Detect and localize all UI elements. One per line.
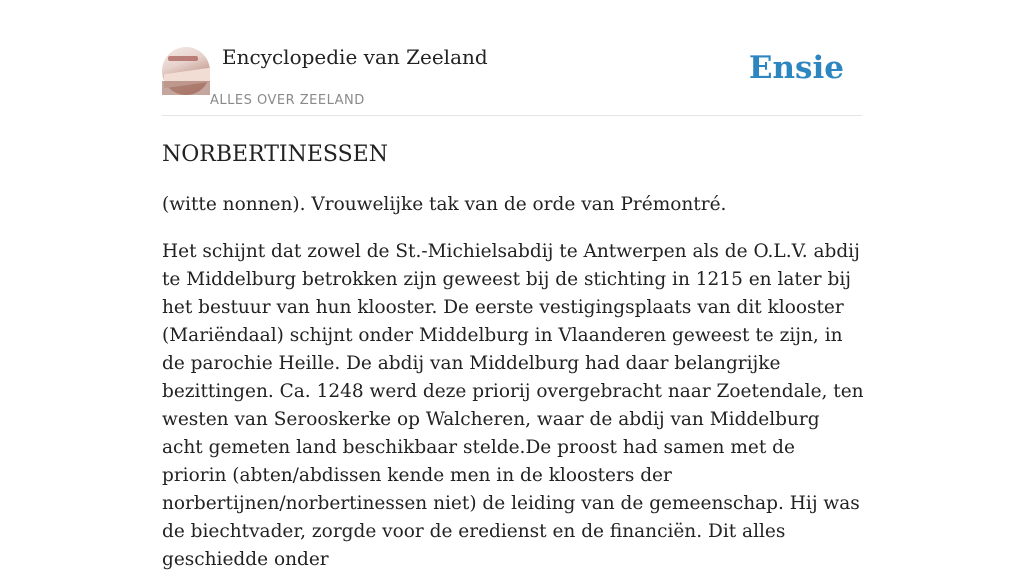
article-title: NORBERTINESSEN (162, 142, 388, 167)
site-header (162, 45, 862, 116)
avatar-book-top (168, 56, 198, 61)
avatar-book-shadow (162, 81, 210, 95)
site-tagline: ALLES OVER ZEELAND (210, 93, 365, 108)
site-title[interactable]: Encyclopedie van Zeeland (222, 45, 488, 69)
site-avatar[interactable] (162, 47, 210, 95)
article (162, 140, 864, 574)
article-body: Het schijnt dat zowel de St.-Michielsabdij te Antwerpen als de O.L.V. abdij te Middelburg betrokken zijn geweest bij de stichting in 1215 en later bij het bestuur van hun klooster. De eerste vestigingsplaats van dit klooster (Mariëndaal) schijnt onder Middelburg in Vlaanderen geweest te zijn, in de parochie Heille. De abdij van Middelburg had daar belangrijke bezittingen. Ca. 1248 werd deze priorij overgebracht naar Zoetendale, ten westen van Serooskerke op Walcheren, waar de abdij van Middelburg acht gemeten land beschikbaar stelde.De proost had samen met de priorin (abten/abdissen kende men in de kloosters der norbertijnen/norbertinessen niet) de leiding van de gemeenschap. Hij was de biechtvader, zorgde voor de eredienst en de financiën. Dit alles geschiedde onder (162, 241, 864, 570)
article-lead: (witte nonnen). Vrouwelijke tak van de orde van Prémontré. (162, 194, 727, 215)
brand-logo[interactable]: Ensie (748, 50, 844, 86)
